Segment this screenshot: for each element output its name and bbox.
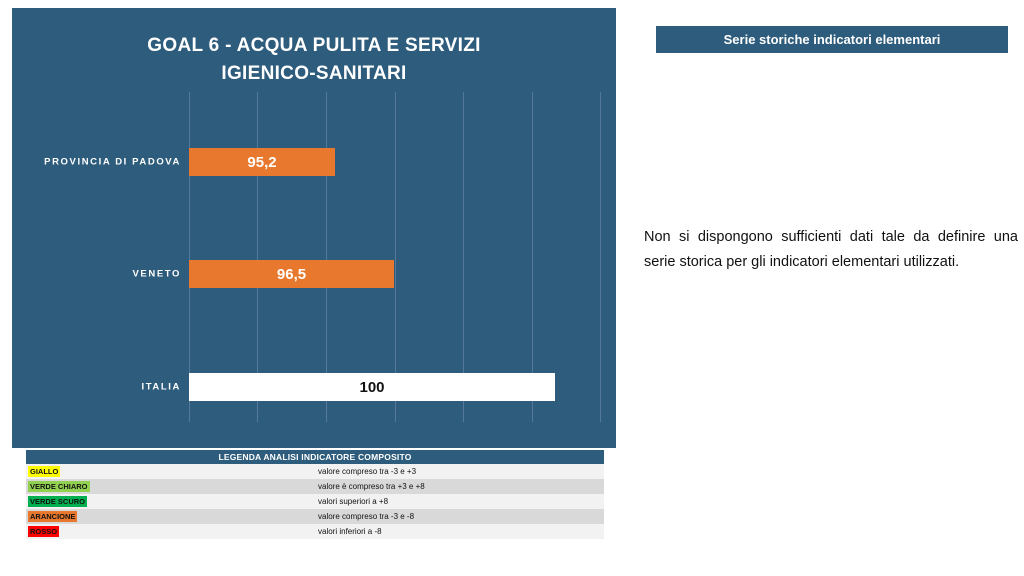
legend-row <box>26 479 604 494</box>
legend-table <box>26 450 604 539</box>
bar-value-italia: 100 <box>359 378 385 396</box>
bar-value-veneto: 96,5 <box>276 265 307 283</box>
legend-key-cell <box>26 494 316 509</box>
category-label-italia: ITALIA <box>141 381 181 393</box>
category-label-provincia-di-padova: PROVINCIA DI PADOVA <box>44 156 181 168</box>
plot-area <box>44 92 601 422</box>
legend-key-cell <box>26 479 316 494</box>
chart-panel <box>12 8 616 448</box>
legend-description: valori superiori a +8 <box>318 497 389 506</box>
gridline <box>600 92 601 422</box>
legend-swatch-giallo: GIALLO <box>30 467 59 476</box>
legend-row <box>26 494 604 509</box>
legend-description: valori inferiori a -8 <box>318 527 382 536</box>
bar-provincia-di-padova <box>189 148 335 176</box>
chart-title-line-1: GOAL 6 - ACQUA PULITA E SERVIZI <box>147 35 481 56</box>
bar-veneto <box>189 260 394 288</box>
legend-swatch-rosso: ROSSO <box>30 527 58 536</box>
legend-swatch-verde-chiaro: VERDE CHIARO <box>30 482 88 491</box>
legend-description: valore è compreso tra +3 e +8 <box>318 482 425 491</box>
legend-description: valore compreso tra -3 e +3 <box>318 467 417 476</box>
chart-title <box>12 32 616 88</box>
legend-description: valore compreso tra -3 e -8 <box>318 512 415 521</box>
legend-swatch-verde-scuro: VERDE SCURO <box>30 497 86 506</box>
legend-key-cell <box>26 509 316 524</box>
legend-key-cell <box>26 464 316 479</box>
legend-row <box>26 464 604 479</box>
category-label-veneto: VENETO <box>132 268 181 280</box>
bar-italia <box>189 373 555 401</box>
legend-header: LEGENDA ANALISI INDICATORE COMPOSITO <box>26 450 604 464</box>
legend-swatch-arancione: ARANCIONE <box>30 512 76 521</box>
bar-value-provincia-di-padova: 95,2 <box>247 153 277 171</box>
legend-row <box>26 524 604 539</box>
right-panel-header <box>656 26 1008 53</box>
right-panel-body-text: Non si dispongono sufficienti dati tale da definire una serie storica per gli indicatori elementari utilizzati. <box>644 229 1018 270</box>
chart-title-line-2: IGIENICO-SANITARI <box>221 63 407 84</box>
legend-key-cell <box>26 524 316 539</box>
legend-row <box>26 509 604 524</box>
right-panel-header-text: Serie storiche indicatori elementari <box>723 32 941 47</box>
